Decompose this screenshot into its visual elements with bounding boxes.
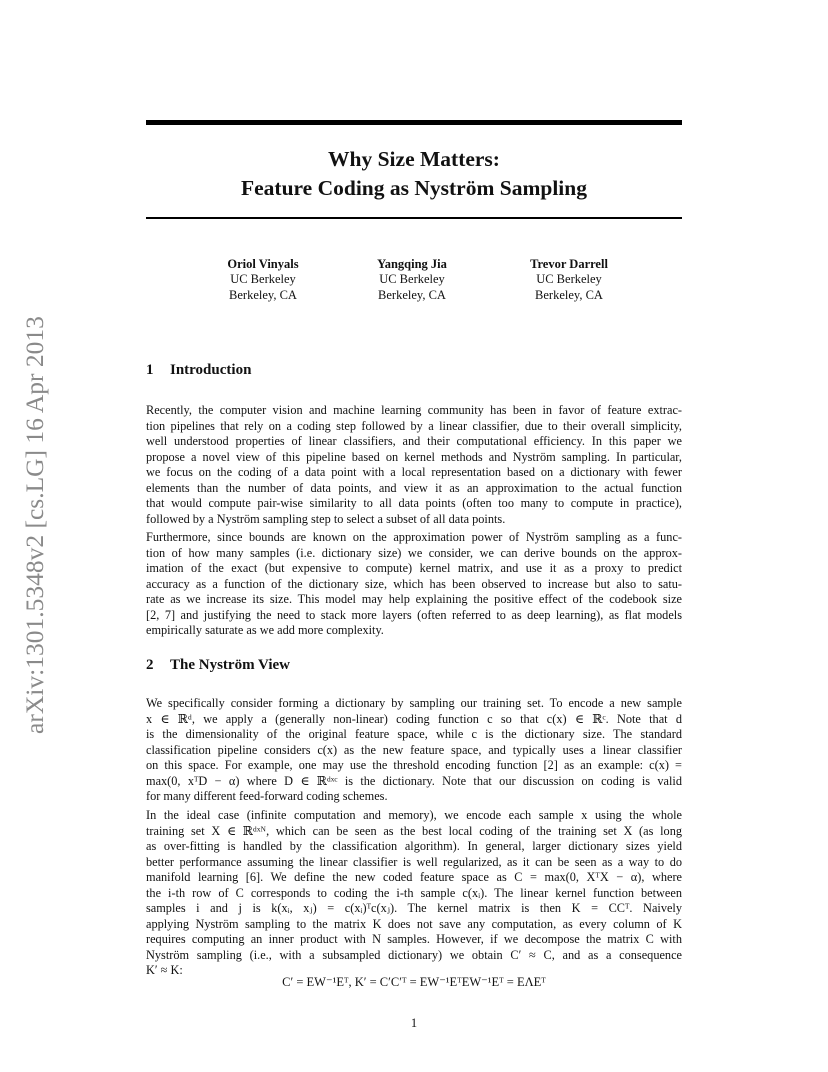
equation: C′ = EW⁻¹Eᵀ, K′ = C′C′ᵀ = EW⁻¹EᵀEW⁻¹Eᵀ = EΛEᵀ <box>282 975 546 989</box>
text-line: max(0, xᵀD − α) where D ∈ ℝᵈˣᶜ is the dictionary. Note that our discussion on coding is valid <box>146 773 682 788</box>
section-title: The Nyström View <box>170 657 290 673</box>
text-line: x ∈ ℝᵈ, we apply a (generally non-linear) coding function c so that c(x) ∈ ℝᶜ. Note that d <box>146 711 682 726</box>
text-line: manifold learning [6]. We define the new coded feature space as C = max(0, XᵀX − α), where <box>146 870 682 884</box>
text-line: Nyström sampling (i.e., with a subsampled dictionary) we obtain C′ ≈ C, and as a consequence <box>146 947 682 962</box>
text-line: the i-th row of C corresponds to coding the i-th sample c(xᵢ). The linear kernel function between <box>146 885 682 900</box>
paragraph <box>146 808 682 979</box>
text-line: training set X ∈ ℝᵈˣᴺ, which can be seen as the best local coding of the training set X (as long <box>146 823 682 838</box>
text-line: for many different feed-forward coding schemes. <box>146 789 388 803</box>
section-heading-introduction <box>146 362 251 379</box>
text-line: followed by a Nyström sampling step to select a subset of all data points. <box>146 511 506 526</box>
title-line-1: Why Size Matters: <box>328 147 500 171</box>
title-line-2: Feature Coding as Nyström Sampling <box>240 176 587 200</box>
text-line: is the dimensionality of the original feature space, while c is the dictionary size. The standard <box>146 727 682 741</box>
title-rule-bottom <box>146 217 682 219</box>
paragraph <box>146 530 682 639</box>
author-affiliation: UC Berkeley <box>379 272 445 287</box>
text-line: requires computing an inner product with N samples. However, if we decompose the matrix C with <box>146 932 682 946</box>
text-line: we focus on the coding of a data point with a local representation based on a dictionary with fewer <box>146 465 682 479</box>
author-name: Trevor Darrell <box>530 257 608 271</box>
author-location: Berkeley, CA <box>229 287 297 302</box>
text-line: K′ ≈ K: <box>146 963 183 977</box>
section-title: Introduction <box>170 362 252 378</box>
author-name: Oriol Vinyals <box>227 257 299 271</box>
text-line: elements than the number of data points, and view it as an approximation to the actual function <box>146 480 682 495</box>
author-name: Yangqing Jia <box>377 257 447 271</box>
page-number: 1 <box>410 1016 418 1030</box>
text-line: rate as we increase its size. This model may help explaining the positive effect of the codebook size <box>146 592 682 606</box>
paragraph <box>146 403 682 527</box>
author-affiliation: UC Berkeley <box>230 272 296 287</box>
text-line: classification pipeline considers c(x) as the new feature space, and typically uses a linear classifier <box>146 742 682 757</box>
text-line: imation of the exact (but expensive to compute) kernel matrix, and use it as a proxy to predict <box>146 561 682 575</box>
text-line: Recently, the computer vision and machine learning community has been in favor of feature extrac- <box>146 403 682 417</box>
text-line: In the ideal case (infinite computation and memory), we encode each sample x using the whole <box>146 808 682 822</box>
text-line: on this space. For example, one may use the threshold encoding function [2] as an example: c(x) = <box>146 758 682 772</box>
author-location: Berkeley, CA <box>535 287 603 302</box>
paragraph <box>146 696 682 805</box>
arxiv-stamp: arXiv:1301.5348v2 [cs.LG] 16 Apr 2013 <box>20 316 49 734</box>
text-line: [2, 7] and justifying the need to stack more layers (often referred to as deep learning), as flat models <box>146 607 682 622</box>
text-line: applying Nyström sampling to the matrix K does not save any computation, as every column of K <box>146 916 682 931</box>
text-line: We specifically consider forming a dictionary by sampling our training set. To encode a new sample <box>146 696 682 710</box>
author-1 <box>178 257 348 303</box>
section-number: 2 <box>146 657 154 673</box>
section-heading-nystrom-view <box>146 657 290 674</box>
author-3 <box>484 257 654 303</box>
text-line: better performance assuming the linear classifier is well regularized, as it can be seen as a way to do <box>146 854 682 869</box>
text-line: that would compute pair-wise similarity to all data points (often too many to compute in practice), <box>146 496 682 510</box>
text-line: as over-fitting is handled by the classification algorithm). In general, larger dictionary sizes yield <box>146 839 682 853</box>
paper-title <box>146 145 682 203</box>
text-line: samples i and j is k(xᵢ, xⱼ) = c(xᵢ)ᵀc(xⱼ). The kernel matrix is then K = CCᵀ. Naively <box>146 901 682 915</box>
text-line: Furthermore, since bounds are known on the approximation power of Nyström sampling as a func- <box>146 530 682 544</box>
author-2 <box>327 257 497 303</box>
text-line: tion of how many samples (i.e. dictionary size) we consider, we can derive bounds on the approx- <box>146 545 682 560</box>
text-line: well understood properties of linear classifiers, and their computational efficiency. In this paper we <box>146 434 682 448</box>
text-line: empirically saturate as we add more complexity. <box>146 623 384 637</box>
title-rule-top <box>146 120 682 125</box>
text-line: accuracy as a function of the dictionary size, which has been observed to increase but also to satu- <box>146 576 682 591</box>
author-location: Berkeley, CA <box>378 287 446 302</box>
text-line: tion pipelines that rely on a coding step followed by a linear classifier, due to their overall simplicity, <box>146 418 682 433</box>
section-number: 1 <box>146 362 154 378</box>
author-affiliation: UC Berkeley <box>536 272 602 287</box>
text-line: propose a novel view of this pipeline based on kernel methods and Nyström sampling. In particular, <box>146 449 682 464</box>
